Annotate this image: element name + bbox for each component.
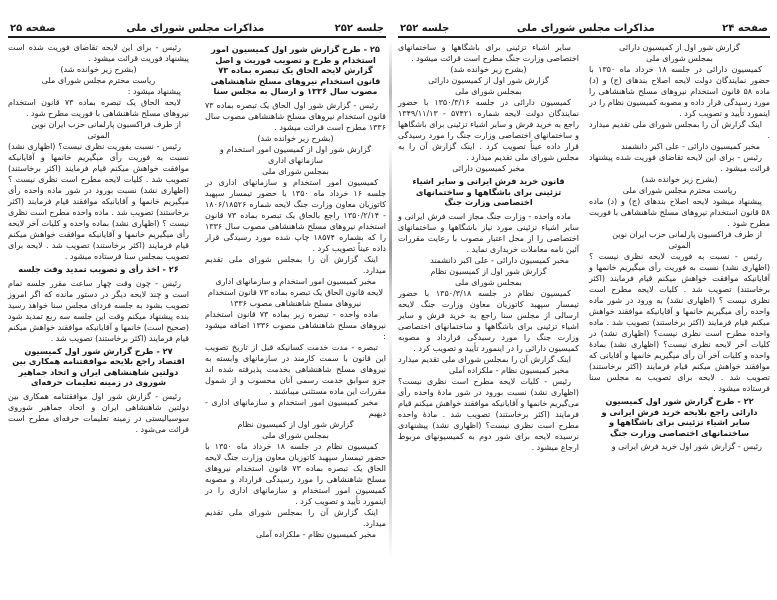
session-number: جلسه ۲۵۲ [334, 23, 384, 34]
centered-line: مخبر کمیسیون نظام - ملکزاده آملی [448, 365, 569, 375]
centered-line: گزارش شور اول از کمیسیون دارائی [619, 43, 740, 52]
paragraph: سایر اشیاء تزئینی برای باشگاهها و ساختمانهای اختصاصی وزارت جنگ مطرح است قرائت میشود . [398, 43, 579, 63]
centered-line: مخبر کمیسیون نظام - ملکزاده آملی [255, 529, 376, 539]
page-gutter [389, 40, 392, 560]
centered-line: بمجلس شورای ملی [455, 277, 522, 287]
paragraph: پیشنهاد میشود لایحه اصلاح بندهای (ج) و (د) ماده ۵۸ قانون استخدام نیروهای مسلح شاهنشاهی با فوریت مطرح شود . [589, 197, 770, 228]
centered-line: گزارش شور اول از کمیسیون دارائی [428, 76, 549, 85]
section-heading: ۲۶ - اخذ رأی و تصویب تمدید وقت جلسه [18, 264, 179, 274]
running-header [8, 20, 386, 38]
text-column-left [8, 42, 189, 435]
paragraph: ماده واحده - وزارت جنگ مجاز است فرش ایرانی و سایر اشیاء تزئینی مورد نیاز باشگاهها و ساختمانهای اختصاصی را از محل اعتبار مصوب با رعایت مقررات آئین نامه معاملات خریداری نماید . [398, 211, 579, 254]
centered-line: مخبر کمیسیون دارائی - علی اکبر دانشمند [430, 255, 569, 265]
centered-line: گزارش شور اول از کمیسیون نظام [237, 419, 354, 429]
paragraph: رئیس - کلیات لایحه مطرح است نظری نیست؟ (اظهاری نشد) نسبت بورود در شور مادهٔ واحده رأی می‌گیریم خانمها و آقایانیکه موافقند خواهش میکنم قیام فرمایند (اکثر برخاستند) تصویب شد . مادهٔ واحده مطرح است نظری نیست؟ (اظهاری نشد) پیشنهادی نرسیده لایحه برای شور دوم به کمیسیونهای مربوط ارجاع میشود . [398, 376, 579, 452]
page-number: صفحه ۲۵ [10, 23, 56, 34]
centered-line: ریاست محترم مجلس شورای ملی [41, 76, 156, 85]
text-column-right [205, 42, 386, 540]
paragraph: رئیس - گزارش شور اول الحاق یک تبصره بماده ۷۳ قانون استخدام نیروهای مسلح شاهنشاهی مصوب سال ۱۳۳۶ مطرح است قرائت میشود . [205, 100, 386, 132]
paragraph: رئیس - گزارش شور اول موافقتنامه همکاری بین دولتین شاهنشاهی ایران و اتحاد جماهیر شوروی سوسیالیستی در زمینه تعلیمات حرفه‌ای مطرح است قرائت می‌شود . [8, 391, 189, 434]
paragraph: کمیسیون امور استخدام و سازمانهای اداری در جلسه ۱۶ خرداد ماه ۱۳۵۰ با حضور تیمسار سپهبد کاتوزیان معاون وزارت جنگ لایحه شماره ۱۸۰۶/۱۸۵۲۶ - ۱۳۵۰/۲/۱۴ راجع بالحاق یک تبصره بماده ۷۳ قانون استخدام نیروهای مسلح شاهنشاهی مصوب سال ۱۳۳۶ را که بشماره ۱۸۵۷۴ چاپ شده مورد رسیدگی قرار داده عیناً تصویب کرد . [205, 177, 387, 253]
paragraph: رئیس - چون وقت چهار ساعت مقرر جلسه تمام است و چند لایحه دیگر در دستور مانده که اگر امروز تصویب بشود به جلسه فردای مجلس سنا خواهد رسید بنده پیشنهاد میکنم وقت این جلسه سه ربع تمدید شود (صحیح است) خانمها و آقایانیکه موافقند خواهش میکنم قیام فرمایند (اکثر برخاستند) تصویب شد . [8, 278, 189, 343]
page-number: صفحه ۲۴ [722, 23, 768, 34]
running-header [398, 20, 770, 38]
section-heading: ۲۷ - طرح گزارش شور اول کمیسیون اقتصاد راجع بلایحه موافقتنامه همکاری بین دولتین شاهنشاهی ایران و اتحاد جماهیر شوروی در زمینه تعلیمات حرفه‌ای [12, 345, 185, 388]
paragraph: کمیسیون دارائی در جلسه ۱۸ خرداد ماه ۱۳۵۰ با حضور نمایندگان دولت لایحه اصلاح بندهای (ج) و (د) ماده ۵۸ قانون استخدام نیروهای مسلح شاهنشاهی را مورد رسیدگی قرار داده و مصوبه کمیسیون نظام را در اینمورد تأیید و تصویب کرد . [589, 65, 770, 118]
centered-line: مخبر کمیسیون دارائی - علی اکبر دانشمند [621, 142, 760, 151]
paragraph: اینک گزارش آن را بمجلس شورای ملی تقدیم میدارد. [205, 507, 386, 528]
section-heading: قانون خرید فرش ایرانی و سایر اشیاء تزئینی برای باشگاهها و ساختمانهای اختصاصی وزارت جنگ [412, 176, 565, 208]
paragraph: رئیس - نسبت بفوریت نظری نیست؟ (اظهاری نشد) نسبت به فوریت رأی میگیریم خانمها و آقایانیکه موافقت خواهش میکنم قیام فرمایند (اکثر برخاستند) تصویب شد . کلیات لایحه مطرح است نظری نیست ؟ (اظهاری نشد) نسبت بورود در شور ماده واحده رأی میگیریم خانمها و آقایانیکه موافقند قیام فرمایند (اکثر برخاستند) تصویب شد . ماده واحده مطرح است نظری نیست ؟ (اظهاری نشد) بماده واحده و کلیات آخر لایحه رأی میگیریم خانمها و آقایانیکه موافقت خواهش میکنم قیام فرمایند (اکثر برخاستند) تصویب شد . لایحه برای تصویب بمجلس سنا فرستاده میشود . [8, 142, 189, 261]
paragraph: اینک گزارش آن را بمجلس شورای ملی تقدیم میدارد [398, 354, 571, 364]
paragraph: پیشنهاد میشود : [127, 87, 181, 96]
centered-line: مخبر کمیسیون امور استخدام و سازمانهای اداری [215, 276, 376, 286]
paragraph: کمیسیون دارائی در جلسه ۱۳۵۰/۳/۱۶ با حضور نمایندگان دولت لایحه شماره ۵۷۴۲۱ - ۱۳۴۹/۱۱/۱۳ راجع به خرید فرش و سایر اشیاء تزئینی برای باشگاهها و ساختمانهای اختصاصی وزارت جنگ را مورد رسیدگی قرار داده عیناً تصویب کرد . اینک گزارش آن را به مجلس شورای ملی تقدیم میدارد . [398, 98, 579, 162]
paragraph: از طرف فراکسیون پارلمانی حزب ایران نوین [612, 230, 762, 239]
centered-line: بمجلس شورای ملی [646, 54, 713, 63]
centered-line: ریاست محترم مجلس شورای ملی [622, 186, 737, 195]
centered-line: الموتی [87, 131, 110, 140]
centered-line: مخبر کمیسیون دارائی [452, 164, 525, 173]
centered-line: بمجلس شورای ملی [455, 87, 522, 96]
paragraph: ماده واحده - تبصره زیر بماده ۷۳ قانون استخدام نیروهای مسلح شاهنشاهی مصوب ۱۳۳۶ اضافه میشود : [205, 309, 386, 341]
section-heading: ۲۲ - طرح گزارش شور اول کمیسیون دارائی راجع بلایحه خرید فرش ایرانی و سایر اشیاء تزئینی برای باشگاهها و ساختمانهای اختصاصی وزارت جنگ [601, 396, 758, 438]
paragraph: مخبر کمیسیون امور استخدام و سازمانهای اداری - دیهیم [205, 397, 386, 418]
centered-line: (بشرح زیر خوانده شد) [450, 65, 527, 74]
text-column-right [589, 42, 770, 452]
paragraph: کمیسیون نظام در جلسه ۱۳۵۰/۳/۱۸ با حضور تیمسار سپهبد کاتوزیان معاون وزارت جنگ لایحه ارسالی از مجلس سنا راجع به خرید فرش و سایر اشیاء تزئینی برای باشگاهها و ساختمانهای اختصاصی وزارت جنگ را مورد رسیدگی قرارداد و مصوبه کمیسیون دارائی را در اینمورد تأیید و تصویب کرد . [398, 288, 579, 353]
centered-line: لایحه قانون الحاق یک تبصره بماده ۷۳ قانون استخدام نیروهای مسلح شاهنشاهی مصوب ۱۳۳۶ [207, 287, 384, 308]
paragraph: رئیس - گزارش شور اول خرید فرش ایرانی و [611, 442, 762, 452]
paragraph: رئیس - برای این لایحه تقاضای فوریت شده پیشنهاد قرائت میشود . [589, 153, 770, 173]
paragraph: لایحه الحاق یک تبصره بماده ۷۳ قانون استخدام نیروهای مسلح شاهنشاهی با فوریت مطرح شود . [8, 98, 189, 118]
paragraph: اینک گزارش آن را بمجلس شورای ملی تقدیم میدارد. [205, 254, 386, 275]
text-column-left [398, 42, 579, 453]
session-number: جلسه ۲۵۲ [400, 23, 450, 34]
section-heading: ۲۵ - طرح گزارش شور اول کمیسیون امور استخدام و طرح و تصویب فوریت و اصل گزارش لایحه الحاق یک تبصره بماده ۷۳ قانون استخدام نیروهای مسلح شاهنشاهی مصوب سال ۱۳۳۶ و ارسال به مجلس سنا [210, 44, 381, 97]
centered-line: (بشرح زیر خوانده شد) [60, 65, 137, 74]
centered-line: بمجلس شورای ملی [262, 430, 329, 440]
paragraph: اینک گزارش آن را بمجلس شورای ملی تقدیم میدارد . [589, 120, 770, 140]
paragraph: کمیسیون نظام در جلسه ۱۸ خرداد ماه ۱۳۵۰ با حضور تیمسار سپهبد کاتوزیان معاون وزارت جنگ لایحه الحاق یک تبصره بماده ۷۳ قانون استخدام نیروهای مسلح شاهنشاهی را مورد رسیدگی قرارداد و مصوبه کمیسیون امور استخدام و سازمانهای اداری را در اینمورد تأیید و تصویب کرد . [205, 441, 386, 506]
paragraph: رئیس - نسبت به فوریت لایحه نظری نیست ؟ (اظهاری نشد) نسبت به فوریت رأی میگیریم خانمها و آقایانیکه موافقت خواهش میکنم قیام فرمایند (اکثر برخاستند) تصویب شد . کلیات لایحه مطرح است نظری نیست ؟ (اظهاری نشد) به ورود در شور ماده واحده رأی میگیریم خانمها و آقایانیکه موافقند خواهش میکنم قیام فرمایند (اکثر برخاستند) تصویب شد . ماده واحده مطرح است نظری نیست؟ (اظهاری نشد) در کلیات آخر لایحه نظری نیست؟ (اظهاری نشد) بمادهٔ واحده و کلیات آخر آن رأی میگیریم خانمها و آقایانی که موافقند خواهش میکنم قیام فرمایند (اکثر برخاستند) تصویب شد . لایحه برای تصویب به مجلس سنا فرستاده میشود . [589, 252, 770, 393]
centered-line: (بشرح زیر خوانده شد) [257, 133, 334, 143]
centered-line: الموتی [668, 241, 691, 250]
centered-line: گزارش شور اول از کمیسیون امور استخدام و سازمانهای اداری [219, 144, 372, 165]
paragraph: رئیس - برای این لایحه تقاضای فوریت شده است پیشنهاد فوریت قرائت میشود . [8, 43, 189, 63]
centered-line: بمجلس شورای ملی [262, 166, 329, 176]
centered-line: (بشرح زیر خوانده شد) [641, 175, 718, 184]
publication-title: مذاکرات مجلس شورای ملی [516, 23, 655, 34]
centered-line: گزارش شور اول از کمیسیون نظام [430, 266, 547, 276]
paragraph: از طرف فراکسیون پارلمانی حزب ایران نوین [31, 120, 181, 129]
paragraph: تبصره - مدت خدمت کسانیکه قبل از تاریخ تصویب این قانون با سمت کارمند در سازمانهای وابسته به نیروهای مسلح شاهنشاهی بخدمت پذیرفته شده اند جزو سوابق خدمت رسمی آنان محسوب و از شمول مقررات این ماده مستثنی میباشند . [205, 342, 386, 396]
publication-title: مذاکرات مجلس شورای ملی [126, 23, 265, 34]
